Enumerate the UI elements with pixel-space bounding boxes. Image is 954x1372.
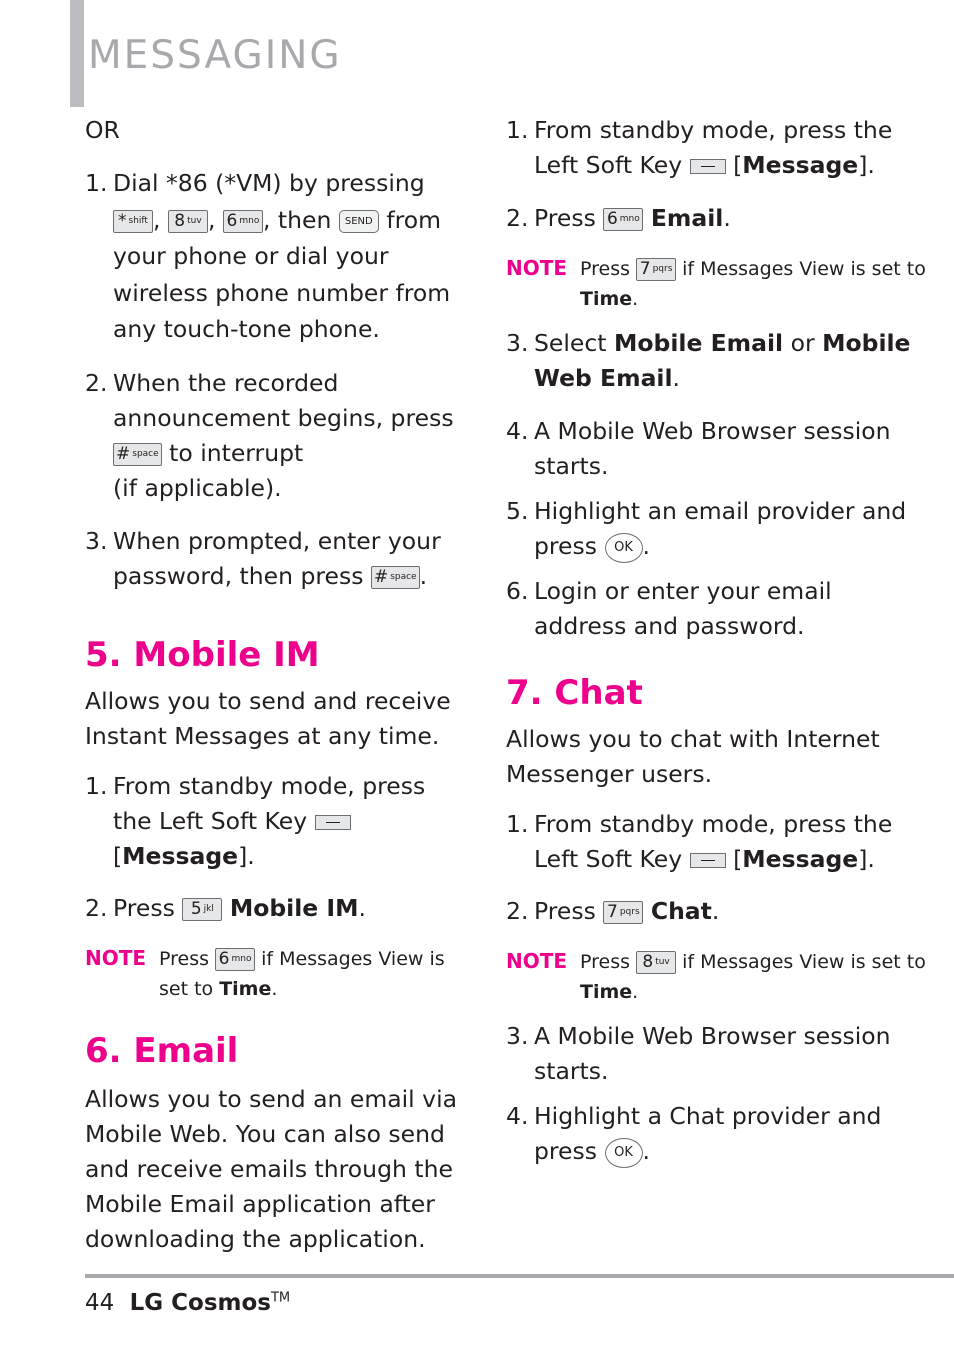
mobile-im-note: NOTE Press 6 mno if Messages View is set to Time. — [85, 945, 445, 1000]
eight-tuv-key-icon: 8 tuv — [168, 210, 208, 233]
seven-pqrs-key-icon: 7 pqrs — [636, 258, 676, 281]
seven-pqrs-key-icon: 7 pqrs — [603, 901, 643, 924]
ok-key-icon: OK — [605, 533, 643, 563]
email-step-5: 5. Highlight an email provider and press OK . — [506, 494, 926, 564]
five-jkl-key-icon: 5 jkl — [182, 898, 222, 921]
email-note: NOTE Press 7 pqrs if Messages View is set to Time. — [506, 256, 926, 310]
email-heading: 6. Email — [85, 1030, 239, 1071]
left-step-2: 2. When the recorded announcement begins, press # space to interrupt (if applicable). — [85, 368, 454, 502]
email-step-2: 2. Press 6 mno Email. — [506, 204, 731, 232]
send-key-icon: SEND — [339, 210, 379, 233]
header-accent-bar — [70, 0, 84, 107]
page-number: 44 — [85, 1290, 115, 1316]
page-footer — [85, 1290, 290, 1316]
chat-step-3: 3. A Mobile Web Browser session starts. — [506, 1022, 891, 1085]
left-soft-key-icon — [690, 853, 726, 868]
left-soft-key-icon — [315, 815, 351, 830]
six-mno-key-icon: 6 mno — [223, 210, 263, 233]
left-step-3: 3. When prompted, enter your password, then press # space . — [85, 526, 441, 590]
left-step-1: 1. Dial *86 (*VM) by pressing * shift , 8 tuv , 6 mno , then SEND from your phone or dial your wireless phone number from any touch-tone phone. — [85, 169, 451, 343]
mobile-im-heading: 5. Mobile IM — [85, 634, 320, 675]
chat-intro: Allows you to chat with Internet Messenger users. — [506, 725, 880, 788]
left-column — [85, 113, 460, 1257]
ok-key-icon: OK — [605, 1138, 643, 1168]
chat-heading: 7. Chat — [506, 673, 643, 713]
email-step-6: 6. Login or enter your email address and password. — [506, 577, 832, 640]
eight-tuv-key-icon: 8 tuv — [636, 951, 676, 974]
chat-step-4: 4. Highlight a Chat provider and press OK . — [506, 1099, 926, 1169]
or-text: OR — [85, 116, 120, 144]
hash-space-key-icon: # space — [113, 443, 162, 466]
six-mno-key-icon: 6 mno — [215, 948, 255, 971]
chat-step-1: 1. From standby mode, press the Left Soft Key [Message]. — [506, 810, 893, 873]
six-mno-key-icon: 6 mno — [603, 208, 643, 231]
chat-step-2: 2. Press 7 pqrs Chat. — [506, 897, 720, 925]
chat-note: NOTE Press 8 tuv if Messages View is set to Time. — [506, 949, 926, 1003]
left-soft-key-icon — [690, 159, 726, 174]
email-intro: Allows you to send an email via Mobile Web. You can also send and receive emails through the Mobile Email application after downloading the application. — [85, 1084, 458, 1253]
section-title: MESSAGING — [88, 33, 342, 78]
footer-divider — [85, 1274, 954, 1278]
email-step-4: 4. A Mobile Web Browser session starts. — [506, 417, 891, 480]
email-step-1: 1. From standby mode, press the Left Soft Key [Message]. — [506, 116, 893, 179]
email-step-3: 3. Select Mobile Email or Mobile Web Email. — [506, 329, 911, 392]
mobile-im-intro: Allows you to send and receive Instant Messages at any time. — [85, 686, 451, 750]
mobile-im-step-1: 1. From standby mode, press the Left Soft Key [Message]. — [85, 771, 426, 870]
brand-name: LG Cosmos™ — [129, 1290, 291, 1316]
right-column — [506, 113, 926, 1169]
hash-space-key-icon: # space — [371, 566, 420, 589]
mobile-im-step-2: 2. Press 5 jkl Mobile IM. — [85, 893, 367, 922]
star-shift-key-icon: * shift — [113, 210, 153, 233]
